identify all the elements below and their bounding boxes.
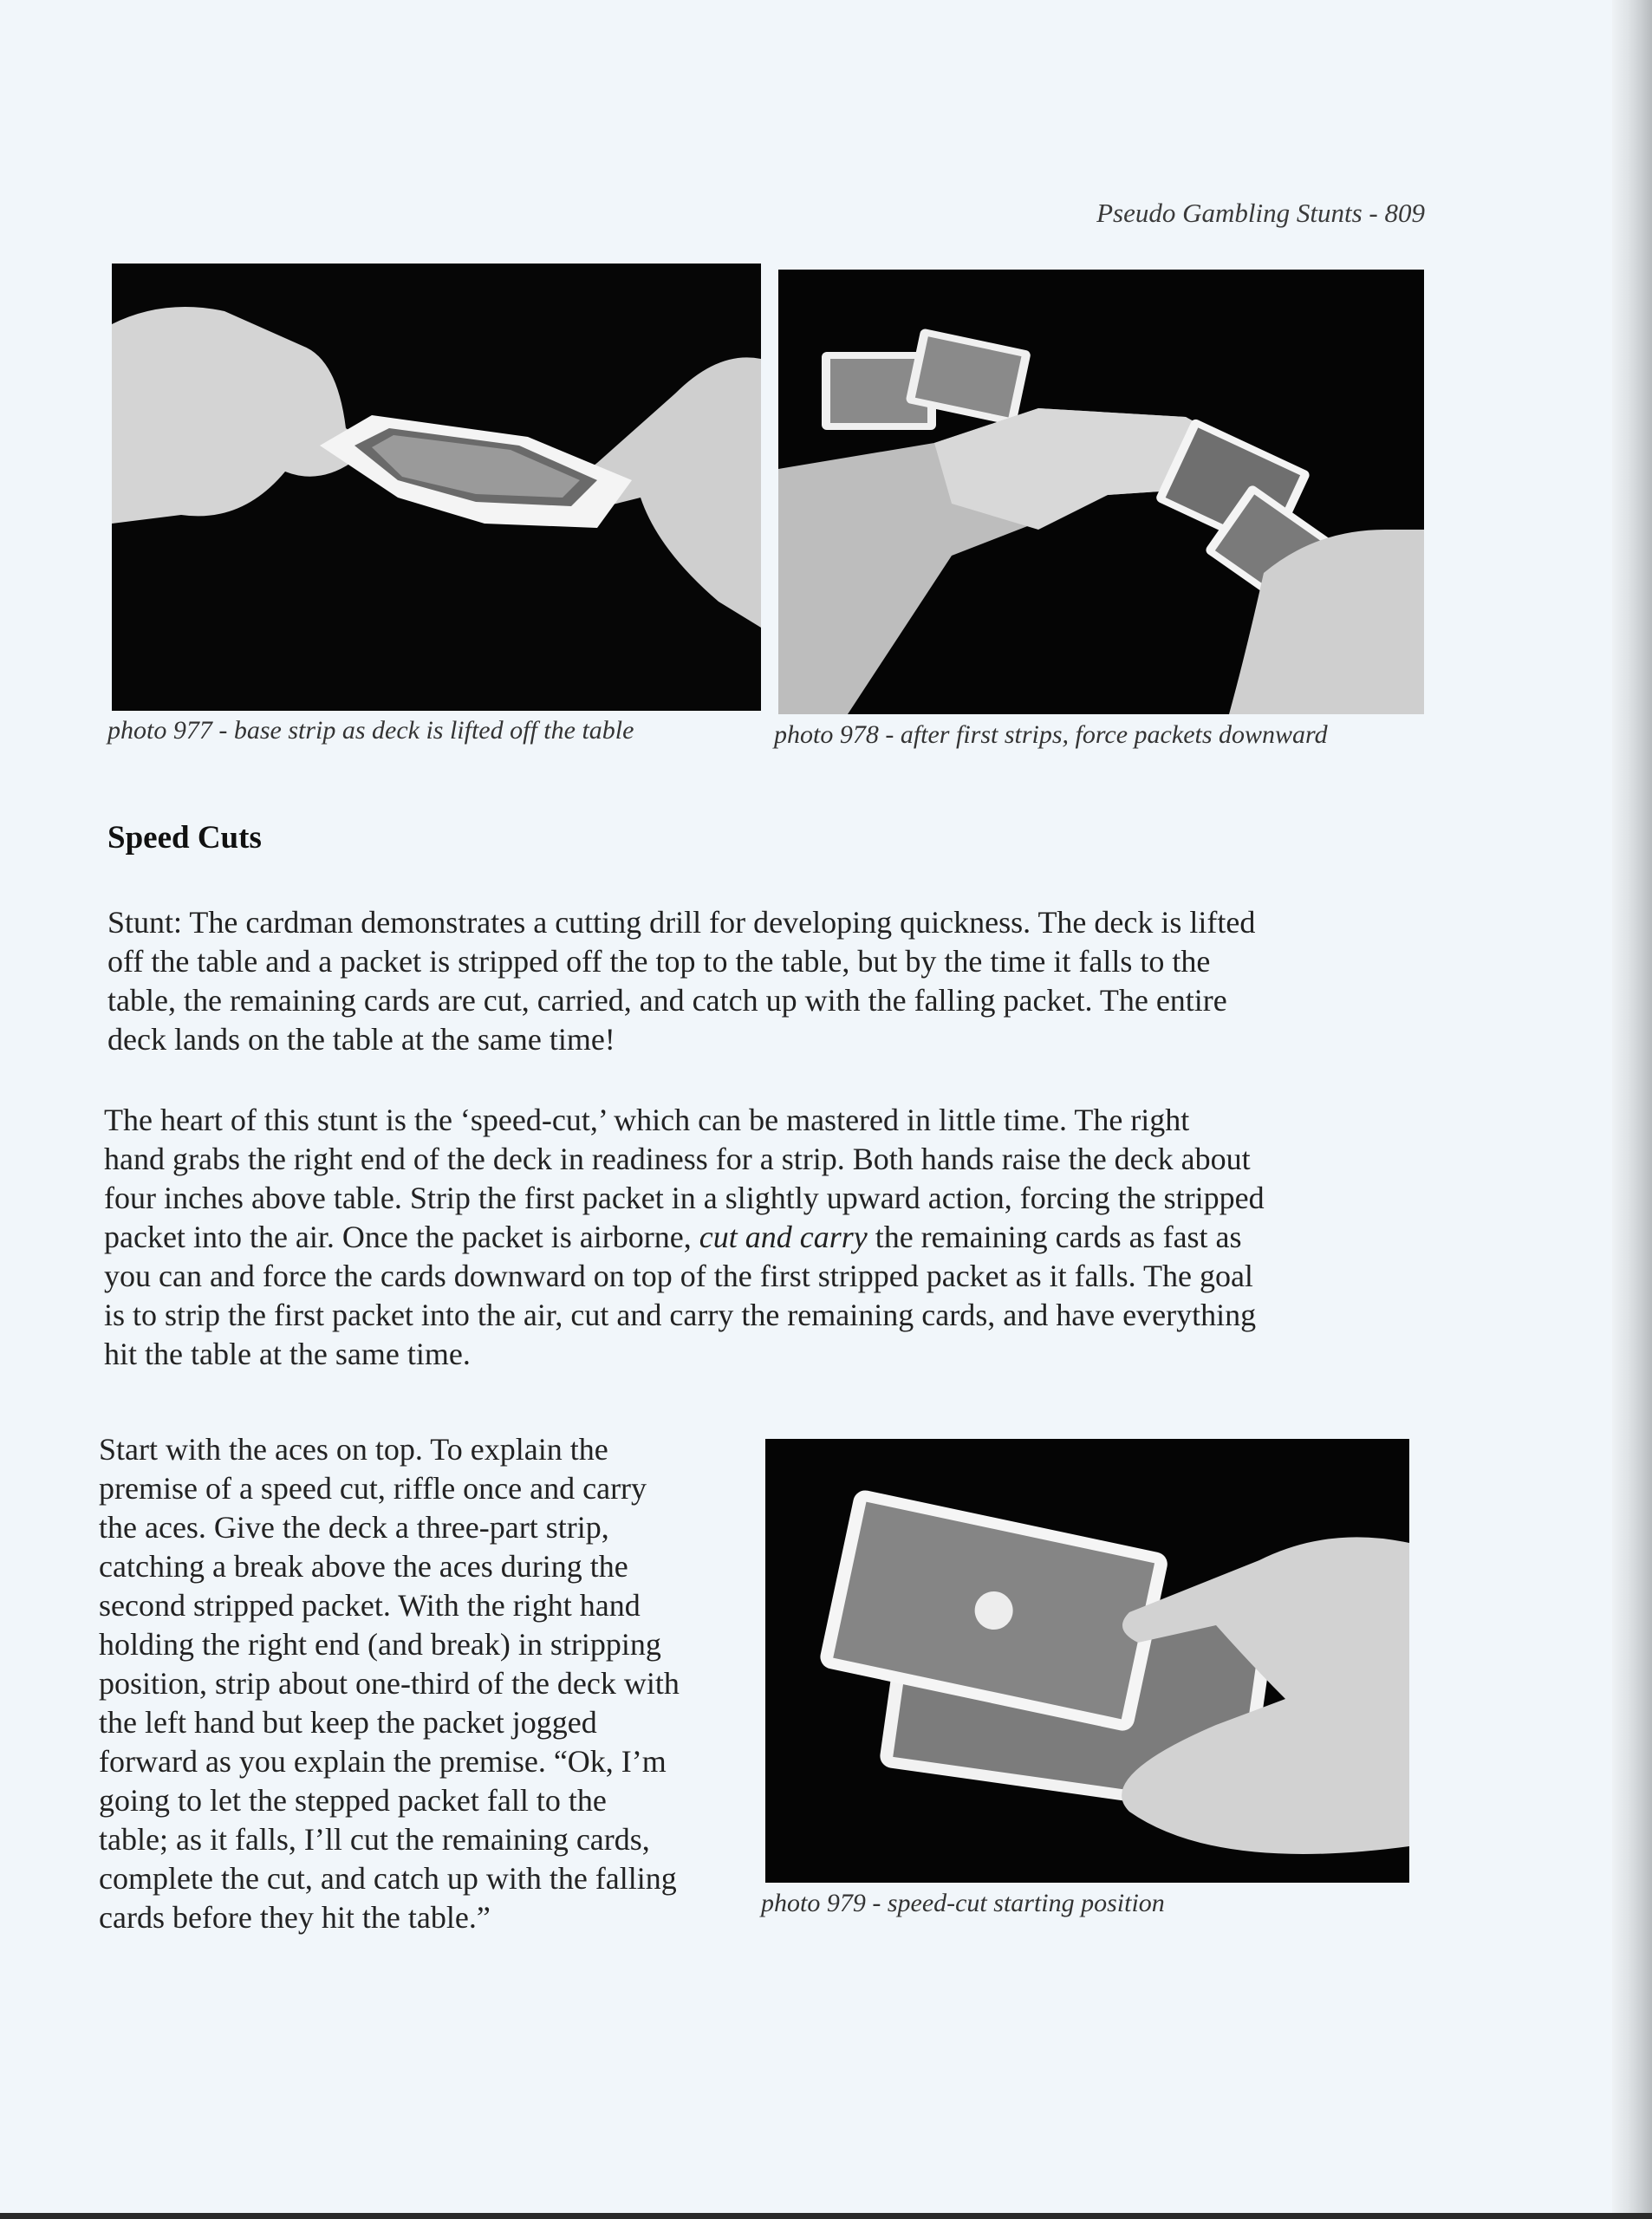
paragraph-line: The heart of this stunt is the ‘speed-cut,’ which can be mastered in little time. The right xyxy=(104,1103,1190,1137)
photo-977 xyxy=(112,264,761,711)
paragraph-line: table; as it falls, I’ll cut the remaining cards, xyxy=(99,1822,650,1857)
paragraph-line: complete the cut, and catch up with the falling xyxy=(99,1861,677,1896)
paragraph-line: position, strip about one-third of the deck with xyxy=(99,1666,680,1701)
paragraph-line: the aces. Give the deck a three-part strip, xyxy=(99,1510,609,1545)
photo-979-caption: photo 979 - speed-cut starting position xyxy=(761,1889,1165,1917)
photo-977-caption: photo 977 - base strip as deck is lifted off the table xyxy=(107,716,634,745)
paragraph-line: second stripped packet. With the right hand xyxy=(99,1588,641,1623)
paragraph-line: premise of a speed cut, riffle once and carry xyxy=(99,1471,647,1506)
paragraph-text: packet into the air. Once the packet is airborne, xyxy=(104,1220,699,1254)
running-head: Pseudo Gambling Stunts - 809 xyxy=(1096,198,1425,228)
paragraph-line: Stunt: The cardman demonstrates a cutting drill for developing quickness. The deck is lifted xyxy=(107,905,1256,940)
paragraph-line: table, the remaining cards are cut, carried, and catch up with the falling packet. The entire xyxy=(107,983,1227,1018)
paragraph-heart xyxy=(104,1101,1265,1374)
paragraph-line: Start with the aces on top. To explain the xyxy=(99,1432,608,1467)
paragraph-line: hit the table at the same time. xyxy=(104,1337,471,1371)
photo-978-caption: photo 978 - after first strips, force packets downward xyxy=(774,720,1328,749)
paragraph-start xyxy=(99,1430,680,1937)
paragraph-line: forward as you explain the premise. “Ok, I’m xyxy=(99,1744,667,1779)
paragraph-line: holding the right end (and break) in stripping xyxy=(99,1627,661,1662)
paragraph-line: going to let the stepped packet fall to the xyxy=(99,1783,607,1818)
page-bottom-edge xyxy=(0,2213,1652,2219)
photo-978 xyxy=(778,270,1424,714)
paragraph-line: hand grabs the right end of the deck in readiness for a strip. Both hands raise the deck about xyxy=(104,1142,1251,1176)
paragraph-line: the left hand but keep the packet jogged xyxy=(99,1705,597,1740)
photo-979 xyxy=(765,1439,1409,1883)
paragraph-line: you can and force the cards downward on top of the first stripped packet as it falls. The goal xyxy=(104,1259,1253,1293)
paragraph-line: catching a break above the aces during the xyxy=(99,1549,628,1584)
emphasis-text: cut and carry xyxy=(699,1220,868,1254)
paragraph-text: the remaining cards as fast as xyxy=(867,1220,1242,1254)
paragraph-stunt xyxy=(107,903,1255,1059)
paragraph-line xyxy=(104,1218,1265,1257)
paragraph-line: cards before they hit the table.” xyxy=(99,1900,491,1935)
paragraph-line: is to strip the first packet into the air, cut and carry the remaining cards, and have everything xyxy=(104,1298,1257,1332)
paragraph-line: off the table and a packet is stripped off the top to the table, but by the time it falls to the xyxy=(107,944,1211,979)
paragraph-line: four inches above table. Strip the first packet in a slightly upward action, forcing the stripped xyxy=(104,1181,1265,1215)
paragraph-line: deck lands on the table at the same time! xyxy=(107,1022,615,1057)
section-title: Speed Cuts xyxy=(107,820,262,856)
page-gutter-shadow xyxy=(1612,0,1652,2219)
